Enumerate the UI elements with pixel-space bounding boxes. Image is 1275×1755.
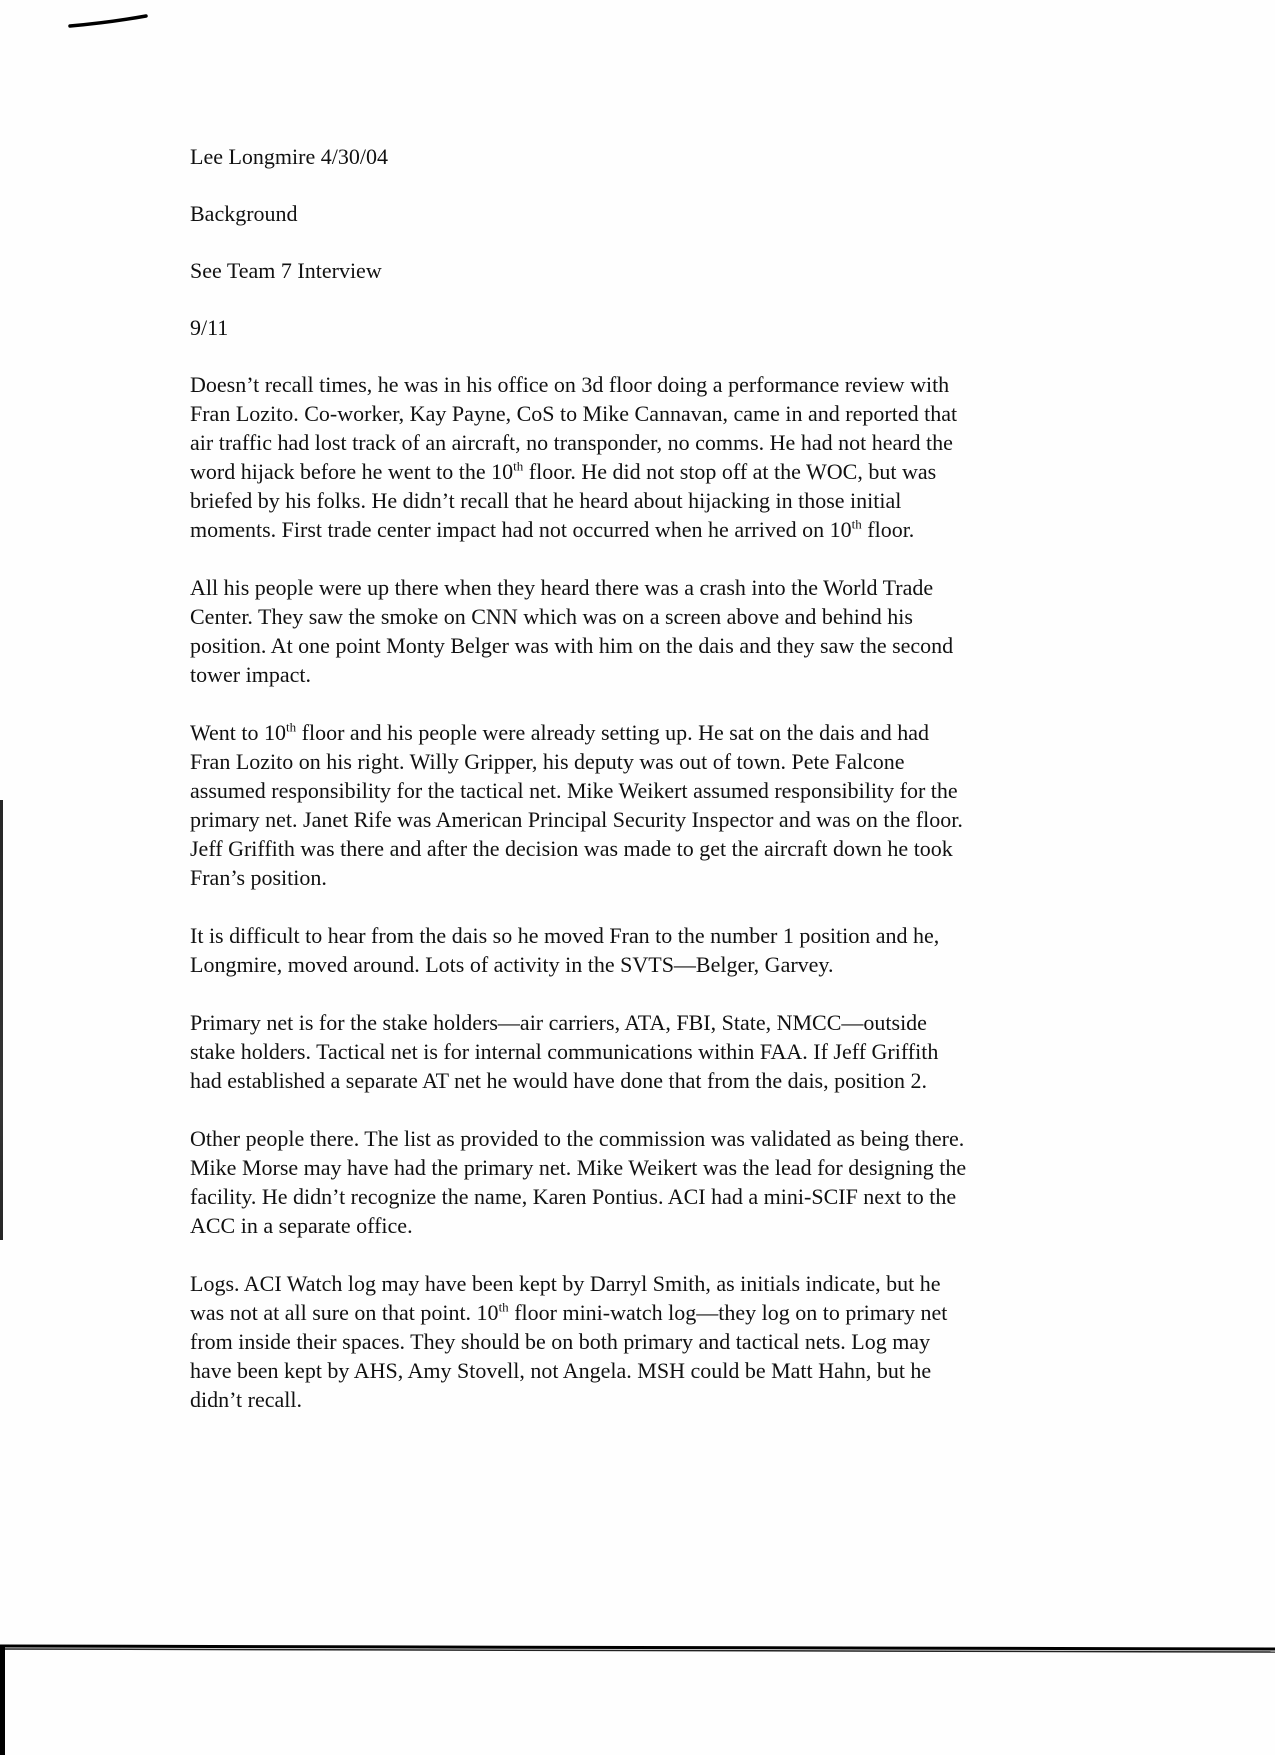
document-body: [190, 142, 1090, 1443]
paragraph-4: It is difficult to hear from the dais so he moved Fran to the number 1 position and he, Longmire, moved around. Lots of activity in the SVTS—Belger, Garvey.: [190, 923, 940, 977]
paragraph-5: Primary net is for the stake holders—air carriers, ATA, FBI, State, NMCC—outside stake holders. Tactical net is for internal communications within FAA. If Jeff Griffith had established a separate AT net he would have done that from the dais, position 2.: [190, 1010, 939, 1093]
paragraph-7: Logs. ACI Watch log may have been kept by Darryl Smith, as initials indicate, but he was not at all sure on that point. 10th floor mini-watch log—they log on to primary net from inside their spaces. They should be on both primary and tactical nets. Log may have been kept by AHS, Amy Stovell, not Angela. MSH could be Matt Hahn, but he didn’t recall.: [190, 1271, 948, 1412]
section-heading-911: 9/11: [190, 315, 229, 340]
paragraph-3: Went to 10th floor and his people were already setting up. He sat on the dais and had Fran Lozito on his right. Willy Gripper, his deputy was out of town. Pete Falcone assumed responsibility for the tactical net. Mike Weikert assumed responsibility for the primary net. Janet Rife was American Principal Security Inspector and was on the floor. Jeff Griffith was there and after the decision was made to get the aircraft down he took Fran’s position.: [190, 719, 963, 890]
document-title: Lee Longmire 4/30/04: [190, 144, 388, 169]
bottom-rule: [0, 1640, 1275, 1654]
paragraph-2: All his people were up there when they heard there was a crash into the World Trade Center. They saw the smoke on CNN which was on a screen above and behind his position. At one point Monty Belger was with him on the dais and they saw the second tower impact.: [190, 575, 954, 687]
scan-edge-mark: [0, 800, 3, 1240]
paragraph-6: Other people there. The list as provided to the commission was validated as being there. Mike Morse may have had the primary net. Mike Weikert was the lead for designing the facility. He didn’t recognize the name, Karen Pontius. ACI had a mini-SCIF next to the ACC in a separate office.: [190, 1126, 967, 1238]
paragraph-1: Doesn’t recall times, he was in his office on 3d floor doing a performance review with Fran Lozito. Co-worker, Kay Payne, CoS to Mike Cannavan, came in and reported that air traffic had lost track of an aircraft, no transponder, no comms. He had not heard the word hijack before he went to the 10th floor. He did not stop off at the WOC, but was briefed by his folks. He didn’t recall that he heard about hijacking in those initial moments. First trade center impact had not occurred when he arrived on 10th floor.: [190, 372, 958, 542]
scan-corner-mark: [0, 1645, 5, 1755]
section-heading-background: Background: [190, 201, 298, 226]
see-team-reference: See Team 7 Interview: [190, 258, 382, 283]
scan-mark-icon: [68, 12, 148, 32]
